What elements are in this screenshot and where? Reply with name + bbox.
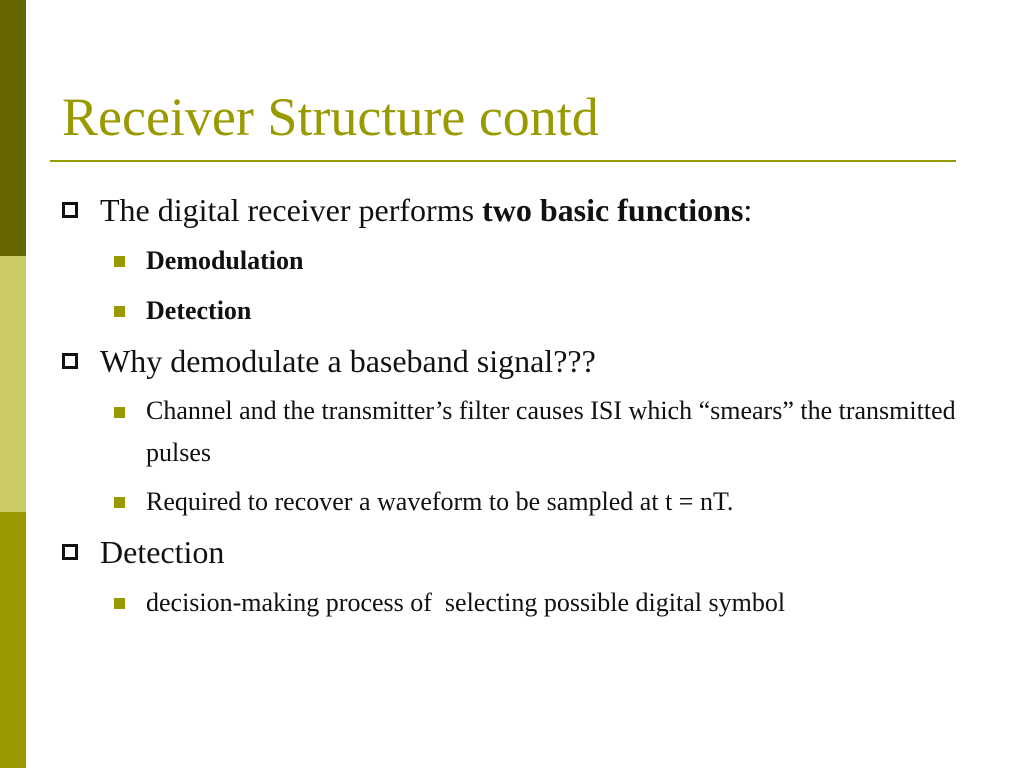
hollow-square-bullet-icon — [62, 202, 78, 218]
bullet-item — [62, 339, 982, 383]
sub-bullet-text: Detection — [146, 296, 252, 325]
title-underline — [50, 160, 956, 162]
sub-bullet-item — [114, 289, 982, 333]
bullet-list — [62, 188, 982, 631]
filled-square-bullet-icon — [114, 407, 125, 418]
sub-bullet-item — [114, 581, 982, 625]
filled-square-bullet-icon — [114, 598, 125, 609]
bullet-item — [62, 188, 982, 232]
slide-title: Receiver Structure contd — [62, 87, 599, 147]
filled-square-bullet-icon — [114, 306, 125, 317]
sub-bullet-text: Channel and the transmitter’s filter causes ISI which “smears” the transmitted pulses — [146, 396, 956, 467]
filled-square-bullet-icon — [114, 256, 125, 267]
bullet-text: The digital receiver performs two basic functions: — [100, 192, 753, 228]
hollow-square-bullet-icon — [62, 544, 78, 560]
bullet-bold-text: two basic functions — [482, 192, 744, 228]
side-bar-dark-olive — [0, 0, 26, 256]
sub-bullet-item — [114, 239, 982, 283]
bullet-text: Detection — [100, 534, 225, 570]
filled-square-bullet-icon — [114, 497, 125, 508]
sub-bullet-text: Required to recover a waveform to be sampled at t = nT. — [146, 487, 734, 516]
sub-bullet-text: decision-making process of selecting possible digital symbol — [146, 588, 786, 617]
sub-bullet-item — [114, 390, 982, 474]
side-bar-light-olive — [0, 256, 26, 512]
sub-bullet-item — [114, 480, 982, 524]
bullet-item — [62, 530, 982, 574]
bullet-text: Why demodulate a baseband signal??? — [100, 343, 596, 379]
sub-bullet-text: Demodulation — [146, 246, 304, 275]
hollow-square-bullet-icon — [62, 353, 78, 369]
side-bar-olive — [0, 512, 26, 768]
